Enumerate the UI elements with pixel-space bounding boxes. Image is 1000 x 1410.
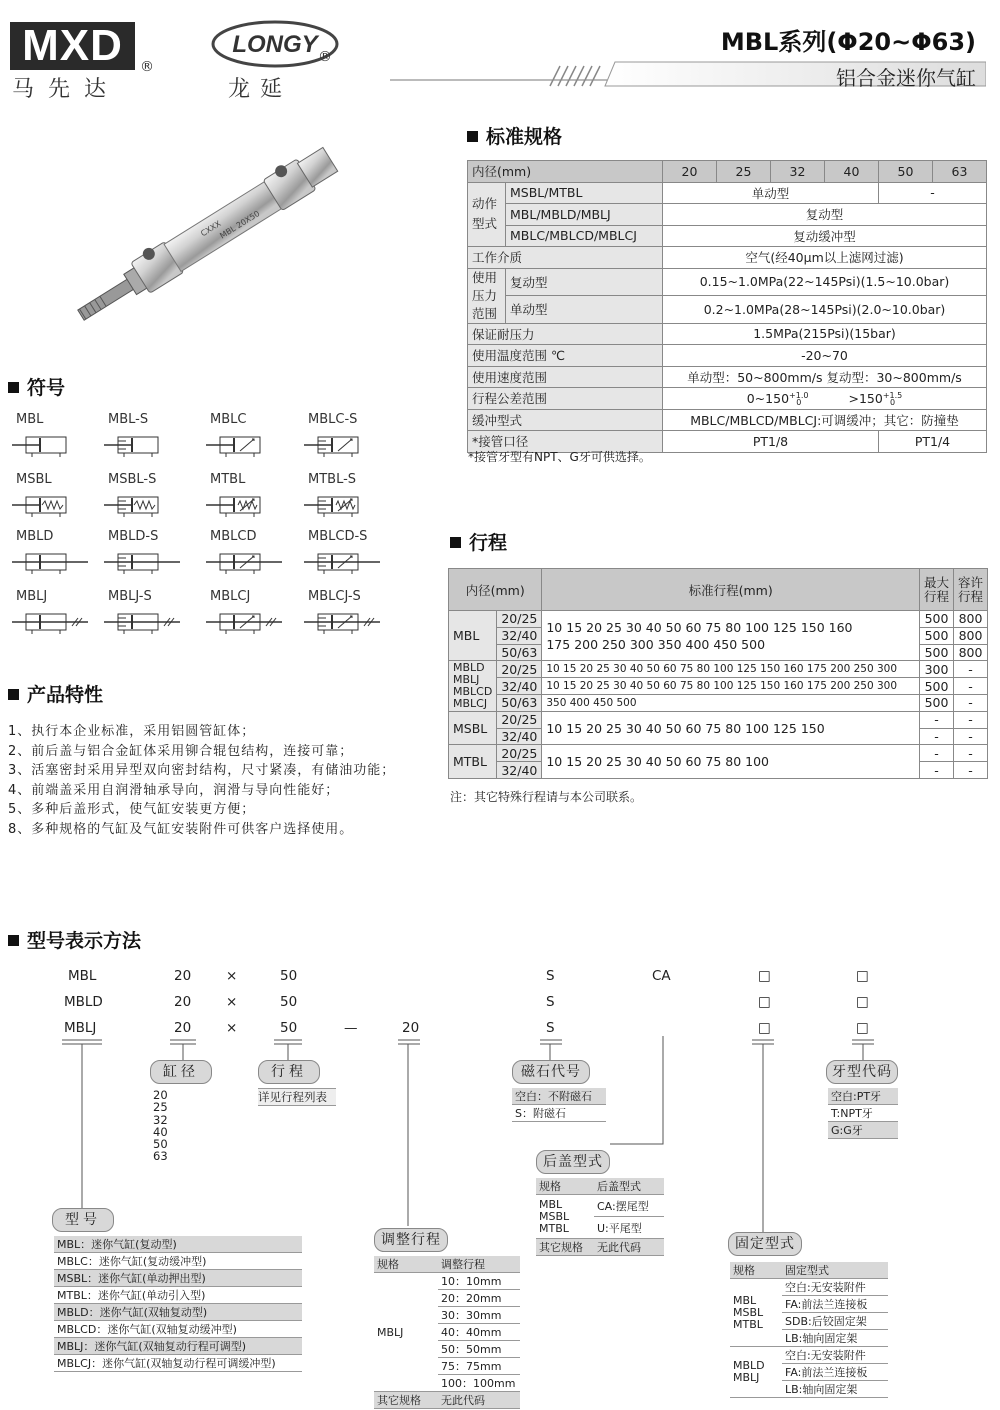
cylinder-symbol-icon [10,429,90,459]
series-subtitle: 铝合金迷你气缸 [836,66,976,90]
table-row: MBLD MBLJ 空白:无安装附件 [730,1347,888,1364]
row-value: 0.15~1.0MPa(22~145Psi)(1.5~10.0bar) [663,268,987,296]
section-bullet-icon [450,537,461,548]
cylinder-symbol-icon [102,606,182,636]
stroke-pill: 行程 [258,1060,320,1084]
table-row: MBLCD：迷你气缸(双轴复动缓冲型) [54,1321,302,1338]
table-row: U:平尾型 [536,1217,664,1239]
row-name: MSBL/MTBL [506,182,663,204]
max-stroke: 500 [920,678,954,695]
symbol-label: MSBL [16,472,52,487]
table-row: S：附磁石 [512,1105,606,1122]
table-row: MBLC：迷你气缸(复动缓冲型) [54,1253,302,1270]
symbol-label: MTBL-S [308,472,357,487]
row-name: *接管口径 [468,431,663,453]
table-row: 50：50mm [374,1341,520,1358]
symbol-label: MBLCJ [210,589,251,604]
stroke-values: 10 15 20 25 30 40 50 60 75 80 100 125 150 160 175 200 250 300 [542,661,920,678]
table-row: 100：100mm [374,1375,520,1392]
bore-20: 20 [663,161,717,183]
stroke-model: MSBL [449,711,497,745]
row-value: - [879,182,987,204]
stroke-section-title: 行程 [450,528,507,555]
stroke-bore: 32/40 [497,728,542,745]
pressure-label: 使用压力范围 [468,268,506,323]
table-row [468,204,987,226]
section-bullet-icon [8,689,19,700]
row-name: 行程公差范围 [468,388,663,410]
symbol-item [102,412,182,459]
symbol-item [102,472,182,519]
stroke-bore: 20/25 [497,611,542,628]
table-row [468,225,987,247]
symbol-label: MBLCJ-S [308,589,361,604]
symbol-label: MTBL [210,472,246,487]
stroke-model: MTBL [449,745,497,779]
stroke-header-row [449,569,988,611]
symbol-item [302,472,382,519]
table-row: 75：75mm [374,1358,520,1375]
table-row: FA:前法兰连接板 [730,1364,888,1381]
row-value: 0~150+1.0 0 >150+1.5 0 [663,388,987,410]
table-row [449,694,988,711]
symbol-item [102,589,182,636]
bore-40: 40 [825,161,879,183]
symbol-item [302,529,382,576]
mxd-logo-cn: 马先达 [12,77,121,102]
cylinder-symbol-icon [102,546,182,576]
symbol-label: MBL [16,412,44,427]
symbol-item [10,529,90,576]
table-row [468,345,987,367]
spec-note: *接管牙型有NPT、G牙可供选择。 [468,450,651,464]
stroke-values: 10 15 20 25 30 40 50 60 75 80 100 125 150 160 175 200 250 300 350 400 450 500 [542,611,920,661]
cylinder-symbol-icon [10,546,90,576]
row-value: 空气(经40μm以上滤网过滤) [663,247,987,269]
row-value: 复动缓冲型 [663,225,987,247]
table-row: FA:前法兰连接板 [730,1296,888,1313]
table-row: MTBL：迷你气缸(单动引入型) [54,1287,302,1304]
cover-pill: 后盖型式 [536,1150,610,1174]
table-row [468,366,987,388]
table-row [449,661,988,678]
table-row: MBLCJ：迷你气缸(双轴复动行程可调缓冲型) [54,1355,302,1372]
symbol-label: MBLD-S [108,529,159,544]
symbol-label: MBLCD [210,529,257,544]
bore-25: 25 [717,161,771,183]
table-row: LB:轴向固定架 [730,1381,888,1398]
row-name: MBLC/MBLCD/MBLCJ [506,225,663,247]
symbol-label: MBL-S [108,412,149,427]
stroke-bore: 20/25 [497,711,542,728]
table-row: 空白：不附磁石 [512,1088,606,1105]
table-row: LB:轴向固定架 [730,1330,888,1347]
table-row: MBLD：迷你气缸(双轴复动型) [54,1304,302,1321]
table-row: T:NPT牙 [828,1105,898,1122]
table-row: 空白:PT牙 [828,1088,898,1105]
row-value: MBLC/MBLCD/MBLCJ:可调缓冲；其它：防撞垫 [663,409,987,431]
table-row: 其它规格 无此代码 [374,1392,520,1409]
cover-table [536,1178,664,1256]
cylinder-symbol-icon [10,606,90,636]
spec-section-title: 标准规格 [467,122,562,149]
svg-text:CXXX: CXXX [199,218,223,239]
max-stroke: - [920,711,954,728]
table-row [468,323,987,345]
tol-stroke: 800 [954,644,988,661]
stroke-bore: 32/40 [497,762,542,779]
table-row: 40：40mm [374,1324,520,1341]
tol-stroke-header: 容许行程 [954,569,988,611]
symbol-item [10,589,90,636]
max-stroke: 500 [920,627,954,644]
action-label: 动作型式 [468,182,506,247]
thread-table [828,1088,898,1139]
section-bullet-icon [467,131,478,142]
bore-header: 内径(mm) [449,569,542,611]
stroke-model: MBLD MBLJ MBLCD MBLCJ [449,661,497,711]
row-value: PT1/8 [663,431,879,453]
table-row: G:G牙 [828,1122,898,1139]
symbol-item [204,529,284,576]
cylinder-symbol-icon [102,429,182,459]
cylinder-symbol-icon [302,489,382,519]
table-row [468,247,987,269]
section-bullet-icon [8,382,19,393]
row-value: 复动型 [663,204,987,226]
stroke-bore: 50/63 [497,644,542,661]
cylinder-symbol-icon [204,606,284,636]
row-name: 使用温度范围 ℃ [468,345,663,367]
tol-stroke: - [954,711,988,728]
stroke-values: 10 15 20 25 30 40 50 60 75 80 100 125 150 [542,711,920,745]
stroke-bore: 50/63 [497,694,542,711]
tol-stroke: - [954,728,988,745]
max-stroke: - [920,745,954,762]
row-name: MBL/MBLD/MBLJ [506,204,663,226]
symbol-item [204,472,284,519]
table-row: 其它规格 无此代码 [536,1239,664,1256]
list-item: 5、多种后盖形式，使气缸安装更方便； [8,802,256,818]
stroke-bore: 20/25 [497,661,542,678]
table-row [468,409,987,431]
list-item: 4、前端盖采用自润滑轴承导向，润滑与导向性能好； [8,782,340,798]
stroke-values: 10 15 20 25 30 40 50 60 75 80 100 125 150 160 175 200 250 300 [542,678,920,695]
max-stroke: - [920,728,954,745]
thread-pill: 牙型代码 [826,1060,898,1084]
adjust-pill: 调整行程 [374,1228,448,1252]
table-row: MSBL：迷你气缸(单动押出型) [54,1270,302,1287]
table-row: MBLJ：迷你气缸(双轴复动行程可调型) [54,1338,302,1355]
tol-stroke: - [954,694,988,711]
section-bullet-icon [8,935,19,946]
std-stroke-header: 标准行程(mm) [542,569,920,611]
svg-text:MBL 20X50: MBL 20X50 [218,208,262,241]
svg-text:LONGY: LONGY [232,31,318,58]
cylinder-symbol-icon [204,489,284,519]
spec-table [467,160,987,453]
stroke-model: MBL [449,611,497,661]
mxd-reg-mark: ® [140,59,154,75]
bore-50: 50 [879,161,933,183]
symbol-item [10,472,90,519]
tol-stroke: 800 [954,627,988,644]
table-row: 30：30mm [374,1307,520,1324]
symbol-label: MBLD [16,529,54,544]
list-item: 8、多种规格的气缸及气缸安装附件可供客户选择使用。 [8,821,354,837]
model-code-rows: MBL 20 × 50 S CA □ □ MBLD 20 × 50 S □ □ MBLJ 20 × 50 — 20 S □ □ [64,968,869,1036]
cylinder-symbol-icon [204,546,284,576]
stroke-note-label: 详见行程列表 [258,1088,336,1106]
row-value: 0.2~1.0MPa(28~145Psi)(2.0~10.0bar) [663,296,987,324]
max-stroke: 500 [920,644,954,661]
row-name: 使用速度范围 [468,366,663,388]
type-table [54,1236,302,1372]
cylinder-symbol-icon [302,606,382,636]
mount-pill: 固定型式 [728,1232,802,1256]
tol-stroke: - [954,745,988,762]
table-row: 规格 调整行程 [374,1256,520,1273]
mxd-logo: MXD [10,22,135,70]
symbol-item [302,589,382,636]
cylinder-product-image [40,140,370,340]
type-pill: 型号 [52,1208,114,1232]
row-value: 1.5MPa(215Psi)(15bar) [663,323,987,345]
table-row [468,268,987,296]
table-row [449,611,988,628]
tol-stroke: - [954,661,988,678]
symbol-label: MBLJ [16,589,48,604]
bore-value-list: 20 25 32 40 50 63 [153,1088,168,1164]
symbol-label: MBLJ-S [108,589,152,604]
row-name: 复动型 [506,268,663,296]
list-item: 1、执行本企业标准，采用铝圆管缸体； [8,724,256,739]
row-value: PT1/4 [879,431,987,453]
max-stroke: 500 [920,694,954,711]
symbol-item [102,529,182,576]
symbol-grid [10,412,390,652]
row-name: 工作介质 [468,247,663,269]
magnet-pill: 磁石代号 [512,1060,590,1084]
feature-list [8,722,395,840]
symbol-label: MBLC-S [308,412,358,427]
spec-header-row [468,161,987,183]
stroke-bore: 20/25 [497,745,542,762]
symbol-label: MBLC [210,412,247,427]
max-stroke-header: 最大行程 [920,569,954,611]
stroke-values: 10 15 20 25 30 40 50 60 75 80 100 [542,745,920,779]
cylinder-symbol-icon [302,429,382,459]
row-name: 保证耐压力 [468,323,663,345]
row-value: 单动型 [663,182,879,204]
table-row [468,182,987,204]
cylinder-symbol-icon [302,546,382,576]
table-row: MBL MSBL MTBL CA:摆尾型 [536,1195,664,1217]
row-name: 缓冲型式 [468,409,663,431]
table-row: MBL：迷你气缸(复动型) [54,1236,302,1253]
symbol-section-title: 符号 [8,373,65,400]
table-row: 规格 固定型式 [730,1262,888,1279]
stroke-table [448,568,988,779]
table-row: SDB:后铰固定架 [730,1313,888,1330]
bore-pill: 缸径 [150,1060,212,1084]
table-row [449,711,988,728]
table-row: 规格 后盖型式 [536,1178,664,1195]
model-section-title: 型号表示方法 [8,926,141,953]
tol-stroke: - [954,678,988,695]
stroke-note: 注：其它特殊行程请与本公司联系。 [450,790,643,804]
row-value: 单动型：50~800mm/s 复动型：30~800mm/s [663,366,987,388]
cylinder-symbol-icon [10,489,90,519]
symbol-item [204,412,284,459]
adjust-table [374,1256,520,1409]
max-stroke: 300 [920,661,954,678]
table-row [449,745,988,762]
longy-logo-cn: 龙延 [228,77,293,102]
table-row: MBLJ 10：10mm [374,1273,520,1290]
mount-table [730,1262,888,1398]
table-row [468,388,987,410]
symbol-item [204,589,284,636]
stroke-bore: 32/40 [497,627,542,644]
bore-label: 内径(mm) [468,161,663,183]
max-stroke: - [920,762,954,779]
magnet-table [512,1088,606,1122]
list-item: 2、前后盖与铝合金缸体采用铆合辊包结构，连接可靠； [8,743,354,759]
table-row [449,678,988,695]
bore-32: 32 [771,161,825,183]
features-section-title: 产品特性 [8,680,103,707]
stroke-values: 350 400 450 500 [542,694,920,711]
tol-stroke: - [954,762,988,779]
symbol-label: MBLCD-S [308,529,368,544]
table-row: MBL MSBL MTBL 空白:无安装附件 [730,1279,888,1296]
max-stroke: 500 [920,611,954,628]
symbol-item [302,412,382,459]
table-row [468,296,987,324]
series-title: MBL系列(Φ20~Φ63) [720,28,976,56]
list-item: 3、活塞密封采用异型双向密封结构，尺寸紧凑，有储油功能； [8,763,396,779]
row-name: 单动型 [506,296,663,324]
tol-stroke: 800 [954,611,988,628]
cylinder-symbol-icon [204,429,284,459]
table-row: 20：20mm [374,1290,520,1307]
cylinder-symbol-icon [102,489,182,519]
stroke-bore: 32/40 [497,678,542,695]
symbol-item [10,412,90,459]
row-value: -20~70 [663,345,987,367]
longy-reg-mark: ® [318,49,332,65]
symbol-label: MSBL-S [108,472,157,487]
bore-63: 63 [933,161,987,183]
